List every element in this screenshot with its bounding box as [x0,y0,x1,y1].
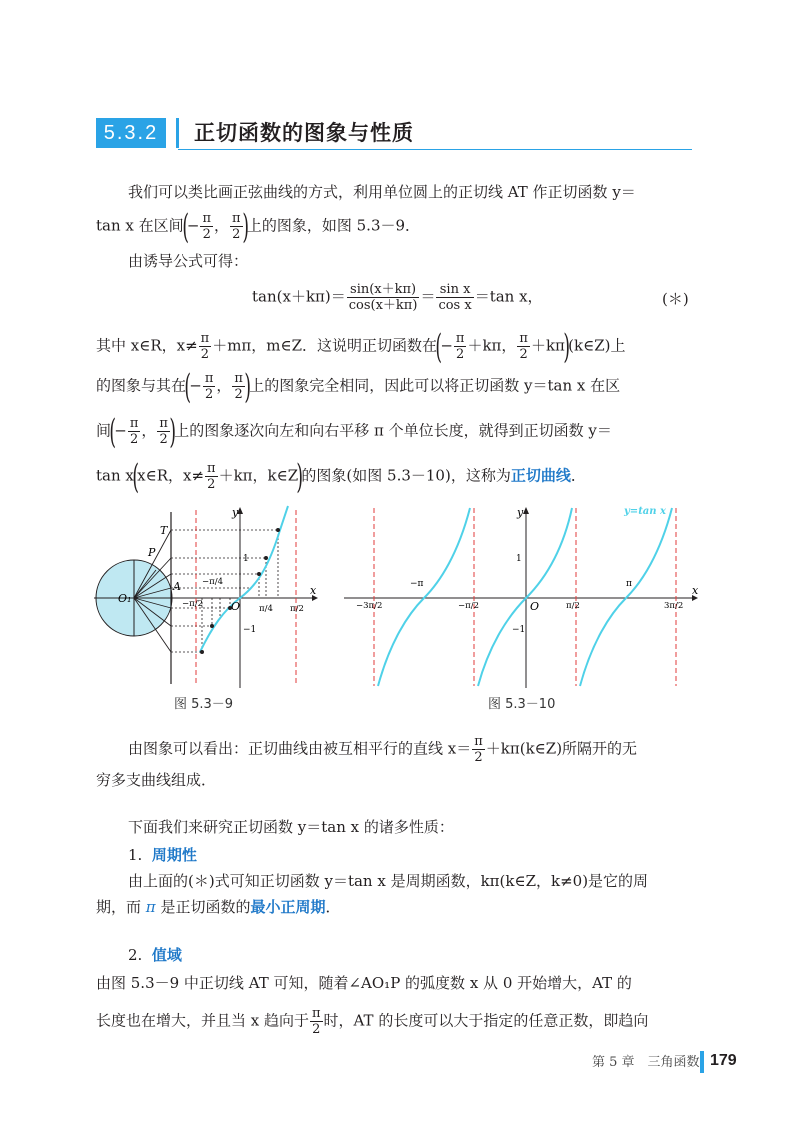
periodicity-line1: 由上面的(＊)式可知正切函数 y＝tan x 是周期函数，kπ(k∈Z，k≠0)是它的周 [128,872,649,890]
para3-line1: 其中 x∈R，x≠ $\frac{\pi}{2}$ ＋mπ，m∈Z．这说明正切函数在(− $\frac{\pi}{2}$ ＋kπ， $\frac{\pi}{2}$ ＋kπ)(k∈Z)上 [96,326,626,367]
figure-5-3-10 [340,502,705,690]
footer-bar [700,1051,704,1073]
label-y: y [517,506,524,519]
label-P: P [148,546,156,559]
label-x: x [692,584,699,597]
para3-line3: 间(− $\frac{\pi}{2}$ ， $\frac{\pi}{2}$ )上的图象逐次向左和向右平移 π 个单位长度，就得到正切函数 y＝ [96,411,612,452]
tan-branches [378,508,672,686]
label-O1: O₁ [118,592,132,605]
tick-neg-pi-2: −π/2 [182,599,203,609]
section-bar [176,118,179,148]
para4-line2: 穷多支曲线组成． [96,771,217,789]
label-one: 1 [516,554,522,564]
page-number: 179 [710,1052,737,1069]
label-y: y [232,506,239,519]
formula-tag: (＊) [662,290,689,308]
term-min-period: 最小正周期 [250,898,326,916]
heading-periodicity: 1. 周期性 [128,846,197,864]
label-neg-one: −1 [243,625,257,635]
fig2-caption: 图 5.3－10 [488,697,556,712]
tick-pi-2: π/2 [566,601,580,611]
term-tangent-curve: 正切曲线 [510,466,571,485]
label-neg-pi: −π [410,579,424,589]
figure-5-3-9 [94,502,330,690]
tick-neg-pi-2: −π/2 [458,601,479,611]
label-O: O [530,600,540,613]
para1-line1: 我们可以类比画正弦曲线的方式，利用单位圆上的正切线 AT 作正切函数 y＝ [128,183,636,201]
label-T: T [160,524,168,537]
para5-intro: 下面我们来研究正切函数 y＝tan x 的诸多性质： [128,818,454,836]
footer-chapter: 第 5 章 三角函数 [592,1055,700,1070]
tick-neg-pi-4: −π/4 [202,577,223,587]
heading-range: 2. 值域 [128,946,182,964]
tick-pi-4: π/4 [259,604,273,614]
tick-3pi-2: 3π/2 [664,601,684,611]
label-pi: π [626,579,632,589]
range-line2: 长度也在增大，并且当 x 趋向于 $\frac{\pi}{2}$ 时，AT 的长度可以大于指定的任意正数，即趋向 [96,1006,649,1037]
para2-intro: 由诱导公式可得： [128,252,249,270]
fig1-caption: 图 5.3－9 [174,697,234,712]
section-number: 5.3.2 [96,118,166,148]
para4-line1: 由图象可以看出：正切曲线由被互相平行的直线 x＝ $\frac{\pi}{2}$ ＋kπ(k∈Z)所隔开的无 [128,734,638,765]
formula-star: tan(x＋kπ)＝ $\frac{\sin(x+k\pi)}{\cos(x+k\pi)}$ ＝ $\frac{\text{sin x}}{\text{cos x}}$ ＝tan x， [252,282,543,313]
label-one: 1 [243,554,249,564]
frac-pi-2: $\frac{\pi}{2}$ [232,211,241,242]
periodicity-line2: 期，而 π 是正切函数的最小正周期． [96,898,341,916]
asymptotes [374,508,676,686]
label-x: x [310,584,317,597]
para3-line2: 的图象与其在(− $\frac{\pi}{2}$ ， $\frac{\pi}{2}$ )上的图象完全相同，因此可以将正切函数 y＝tan x 在区 [96,366,621,407]
para1-line2: tan x 在区间(− $\frac{\pi}{2}$ ， $\frac{\pi}{2}$ )上的图象，如图 5.3－9． [96,206,421,247]
tick-pi-2: π/2 [290,604,304,614]
label-O: O [231,600,241,613]
label-A: A [173,580,181,593]
dotted-guides [171,530,278,652]
label-neg-one: −1 [512,625,526,635]
tick-neg-3pi-2: −3π/2 [356,601,383,611]
frac-pi-2: $\frac{\pi}{2}$ [202,211,212,242]
range-line1: 由图 5.3－9 中正切线 AT 可知，随着∠AO₁P 的弧度数 x 从 0 开始增大，AT 的 [96,974,632,992]
curve-label: y=tan x [624,506,667,517]
section-title: 正切函数的图象与性质 [194,121,414,145]
section-underline [178,149,692,150]
para3-line4: tan x(x∈R，x≠ $\frac{\pi}{2}$ ＋kπ，k∈Z)的图象(如图 5.3－10)，这称为正切曲线． [96,456,586,497]
